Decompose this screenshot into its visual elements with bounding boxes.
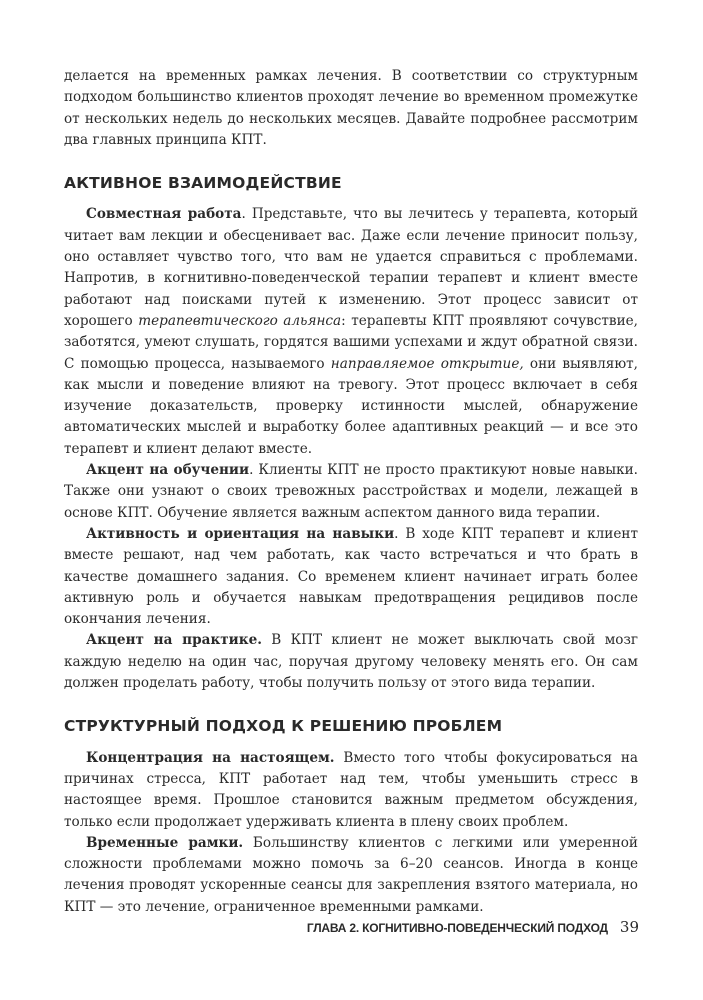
term-guided-discovery: направляемое открытие, <box>330 355 524 372</box>
paragraph-text: . В ходе КПТ терапевт и клиент вместе решают, над чем работать, как часто встречаться и что брать в качестве домашнего задания. Со временем клиент начинает играть более активную роль и обучается навыкам предотвращения рецидивов после окончания лечения. <box>64 525 638 628</box>
paragraph-skills <box>64 524 638 630</box>
intro-paragraph: делается на временных рамках лечения. В соответствии со структурным подходом большинство клиентов проходят лечение во временном промежутке от нескольких недель до нескольких месяцев. Давайте подробнее рассмотрим два главных принципа КПТ. <box>64 68 638 148</box>
term-therapeutic-alliance: терапевтического альянса <box>138 312 342 329</box>
paragraph-text: . Клиенты КПТ не просто практикуют новые навыки. Также они узнают о своих тревожных расстройствах и модели, лежащей в основе КПТ. Обучение является важным аспектом данного вида терапии. <box>64 462 638 521</box>
term-practice: Акцент на практике. <box>86 632 262 649</box>
paragraph-text: : терапевты КПТ проявляют сочувствие, заботятся, умеют слушать, гордятся вашими успехами и ждут обратной связи. С помощью процесса, называемого <box>64 312 639 372</box>
paragraph-text: В КПТ клиент не может выключать свой мозг каждую неделю на один час, поручая другому человеку менять его. Он сам должен проделать работу, чтобы получить пользу от этого вида терапии. <box>64 632 638 692</box>
term-time-limits: Временные рамки. <box>86 834 244 851</box>
running-footer <box>307 918 639 936</box>
paragraph-text: Вместо того чтобы фокусироваться на причинах стресса, КПТ работает над тем, чтобы уменьшить стресс в настоящее время. Прошлое становится важным предметом обсуждения, только если продолжает удерживать клиента в плену своих проблем. <box>64 749 638 830</box>
term-collaboration: Совместная работа <box>86 206 242 223</box>
paragraph-text: Большинству клиентов с легкими или умеренной сложности проблемами можно помочь за 6–20 сеансов. Иногда в конце лечения проводят ускоренные сеансы для закрепления взятого материала, но КПТ — это лечение, ограниченное временными рамками. <box>64 834 638 915</box>
paragraph-present-focus <box>64 748 638 833</box>
chapter-title: ГЛАВА 2. КОГНИТИВНО-ПОВЕДЕНЧЕСКИЙ ПОДХОД <box>306 921 608 935</box>
page-body <box>64 66 638 918</box>
section-heading-active-interaction: АКТИВНОЕ ВЗАИМОДЕЙСТВИЕ <box>64 174 342 193</box>
paragraph-practice <box>64 630 638 694</box>
term-present-focus: Концентрация на настоящем. <box>86 749 335 766</box>
section-heading-structured-approach: СТРУКТУРНЫЙ ПОДХОД К РЕШЕНИЮ ПРОБЛЕМ <box>64 717 503 736</box>
term-skills: Активность и ориентация на навыки <box>86 525 395 542</box>
paragraph-text: . Представьте, что вы лечитесь у терапевта, который читает вам лекции и обесценивает вас. Даже если лечение приносит пользу, оно оставляет чувство того, что вам не удается справиться с проблемами. Напротив, в когнитивно-поведенческой терапии терапевт и клиент вместе работают над поисками путей к изменению. Этот процесс зависит от хорошего <box>64 206 639 329</box>
paragraph-collaboration <box>64 204 638 460</box>
paragraph-text: они выявляют, как мысли и поведение влияют на тревогу. Этот процесс включает в себя изучение доказательств, проверку истинности мыслей, обнаружение автоматических мыслей и выработку более адаптивных реакций — и все это терапевт и клиент делают вместе. <box>64 355 638 457</box>
paragraph-time-limits <box>64 833 638 918</box>
page-number: 39 <box>619 918 639 936</box>
paragraph-education <box>64 460 638 524</box>
term-education: Акцент на обучении <box>86 462 250 479</box>
